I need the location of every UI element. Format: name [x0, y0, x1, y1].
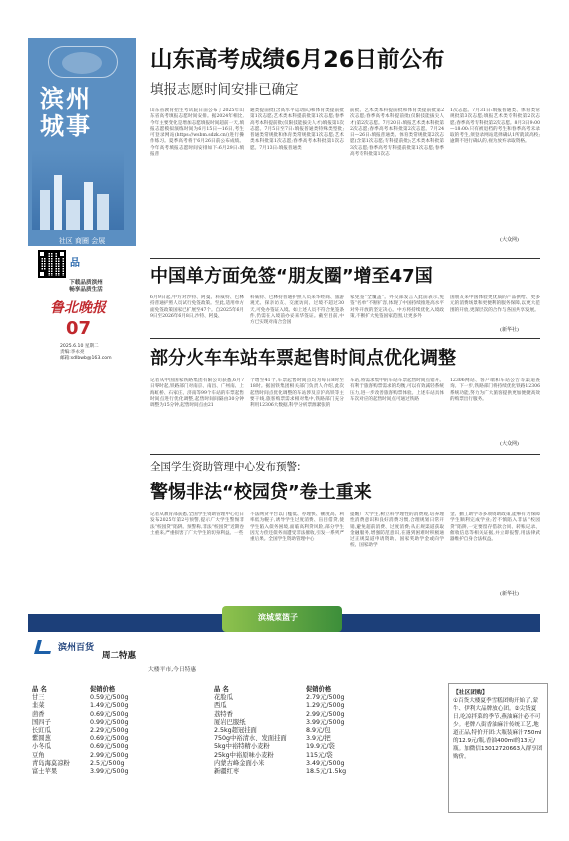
header-name: 品 名: [214, 686, 229, 693]
item-name: 内蒙古峰金面小米: [214, 759, 265, 767]
list-item: [214, 752, 346, 760]
item-name: 国四子: [32, 718, 51, 726]
cityscape-graphic: [62, 52, 102, 74]
list-item: [32, 727, 128, 735]
header-name: 品 名: [32, 686, 47, 693]
issue-info: [60, 344, 140, 363]
item-name: 紫圆葱: [32, 735, 51, 743]
list-item: [214, 743, 346, 751]
item-name: 西瓜: [214, 702, 227, 710]
header-price: 促销价格: [90, 686, 116, 693]
item-name: 甘三: [32, 694, 45, 702]
page-number: 07: [66, 318, 92, 339]
list-item: [214, 702, 346, 710]
item-price: 2.99元/500g: [90, 751, 129, 759]
item-name: 750g中裕清水、发面挂面: [214, 735, 287, 743]
skyline-graphic: [32, 150, 124, 230]
item-name: 豆角: [32, 751, 45, 759]
article2-col2: 科威特、巴林持普通护照人员来华经商、旅游观光、探亲访友、交流访问、过境不超过30天,可免办签证入境。如上述人员不符合免签条件,仍需在入境前办妥来华签证。截至目前,中方已实现对南合会国: [250, 295, 344, 326]
item-name: 厦岩巴服纸: [214, 718, 246, 726]
article4-col4: 金、勤工助学等多项资助政策,能够有力保障学生顺利完成学业;若不慎陷入非法“校园贷”陷阱,一定要留存借款合同、转账记录、催收信息等相关证据,并立即报警,用法律武器维护自身合法权益。: [450, 512, 540, 543]
notice-body: ①百货大楼夏季雪糕团购开始了,蒙牛、伊利大品牌放心团。②尖货夏日,吃凉拌菜的季节,燕油麻汁必不可少。老牌八街香油麻汁传统工艺,地道正品,特价开团:大瓶装麻汁750ml的12.9元/瓶,香油400ml的13元/瓶。加微信13012720663入群享团购价。: [453, 698, 543, 760]
item-name: 2.5kg超冠挂面: [214, 727, 257, 735]
article1-subheadline: 填报志愿时间安排已确定: [150, 82, 299, 98]
column-name-line1: 滨州: [40, 85, 92, 113]
qr-caption: [36, 280, 136, 294]
item-price: 0.69元/500g: [90, 735, 129, 743]
item-price: 115元/袋: [306, 751, 333, 759]
article1-col2: 通类提前批(含高水平运动队)和体育类提前批第1次志愿;艺术类本科提前批第1次志愿;春季高考本科提前批(仅限技能拔尖人才)填报第1次志愿。7月5日至7日:填报普通类特殊类型批;普通类常规批和体育类常规批第1次志愿;艺术类本科批第1次志愿;春季高考本科批第1次志愿。7月13日:填报普通类: [250, 108, 344, 151]
item-name: 新疆红枣: [214, 768, 240, 776]
item-price: 0.99元/500g: [90, 718, 129, 726]
list-item: [32, 768, 128, 776]
article4-source: (新华社): [500, 591, 519, 597]
item-price: 2.99元/500g: [306, 710, 345, 718]
divider: [150, 258, 540, 259]
article4-col2: 不法网贷平台以门槛低、办理快、额度高、利率低为幌子,诱导学生过度消费、盲目借贷,使学生陷入债务困境,面临高利贷风险,部分学生因无力偿还债务而遭受非法催收,引发一系列严重后果。全国学生资助管理中心: [250, 512, 344, 543]
editor-credit: 责编:李永亮: [60, 350, 85, 356]
promo-title: 周二特惠: [102, 651, 137, 661]
promo-band-label: 滨城菜篮子: [258, 613, 298, 622]
item-price: 19.9元/袋: [306, 743, 335, 751]
item-price: 2.5元/500g: [90, 759, 125, 767]
list-item: [32, 719, 128, 727]
list-item: [214, 727, 346, 735]
group-buy-notice: [448, 683, 548, 813]
article2-col4: 国朋友来中国体验更优质的产品供给、更多元的消费场景和更便利的服务保障,以更大范围的开放,更深层次的合作与各国共享发展。: [450, 295, 540, 313]
article3-col4: 12306网站、客户端和车站公告等渠道查询。下一步,铁路部门将持续优化铁路12306系统功能,努力为广大旅客提供更加便捷高效的购票出行服务。: [450, 378, 540, 402]
article4-col3: 提醒广大学生,树立科学理性的消费观,培养理性消费意识和良好消费习惯,合理规划日常开销,避免超前消费、过度消费;从正规渠道获取金融服务,增强防范意识,在遇到困难时积极通过正规渠道申请资助、国家奖助学金或向学校、国家助学: [350, 512, 444, 549]
list-item: [214, 711, 346, 719]
article1-headline: 山东高考成绩6月26日前公布: [150, 47, 445, 73]
article1-col1: 山东省教育招生考试院日前公布了2025年山东省高考填报志愿时间安排。据2024年相比,今年主要变化是增加志愿填报时间超前一天,填报志愿模拟演练时间为6月15日—16日,考生可登录网站(https://wsbm.sdzk.cn/)进行操作练习。夏季高考将于6月26日前公布成绩。今年高考填报志愿时间安排如下:6月29日:填报普: [150, 108, 244, 158]
item-price: 3.9元/把: [306, 735, 331, 743]
column-name: [40, 86, 130, 140]
article2-headline: 中国单方面免签“朋友圈”增至47国: [150, 266, 433, 287]
list-item: [32, 743, 128, 751]
list-item: [32, 711, 128, 719]
article3-source: (大众网): [500, 441, 519, 447]
article4-headline: 警惕非法“校园贷”卷土重来: [150, 482, 372, 503]
notice-title: 【社区团购】: [453, 690, 488, 696]
item-price: 3.49元/500g: [306, 759, 345, 767]
table-header: [214, 686, 346, 694]
article3-headline: 部分火车车站车票起售时间点优化调整: [150, 348, 456, 369]
table-header: [32, 686, 128, 694]
list-item: [214, 768, 346, 776]
sidebar-subtitle: 社区 商圈 会展: [32, 236, 132, 246]
price-list-middle: [214, 686, 346, 776]
item-price: 1.29元/500g: [306, 702, 345, 710]
store-logo-icon: [34, 640, 54, 654]
store-name: 滨州百货: [58, 643, 95, 653]
item-price: 2.79元/500g: [306, 694, 345, 702]
qr-caption-line1: 下载品质滨州: [69, 280, 103, 286]
item-name: 茴香: [32, 710, 45, 718]
item-name: 小冬瓜: [32, 743, 51, 751]
item-price: 0.59元/500g: [90, 694, 129, 702]
newspaper-logo: 鲁北晚报: [50, 300, 106, 316]
article1-col3: 前批、艺术类本科提前批和体育类提前批第2次志愿;春季高考本科提前批(仅限技能拔尖人才)第2次志愿。7月20日:填报艺术类本科批第2次志愿;春季高考本科批第2次志愿。7月24日—26日:填报普通类、体育类常规批第2次志愿(含第1次志愿;专科提前批);艺术类本科批第3次志愿;春季高考专科提前批第1次志愿;春季高考专科批第1次志: [350, 108, 444, 158]
item-price: 2.29元/500g: [90, 727, 129, 735]
article1-col4: 1次志愿。7月31日:填报普通类、体育类常规批第3次志愿;填报艺术类专科批第2次志愿;春季高考专科批第2次志愿。8月3日9:00—18:00:只有被退档的考生和春季高考未录取的考生,须登录网站选择确认1所就读高校;逾期不进行确认的,视为放弃录取资格。: [450, 108, 540, 145]
item-price: 8.9元/包: [306, 727, 331, 735]
header-price: 促销价格: [306, 686, 332, 693]
list-item: [32, 752, 128, 760]
list-item: [32, 702, 128, 710]
item-price: 3.99元/500g: [90, 768, 129, 776]
item-name: 韭菜: [32, 702, 45, 710]
item-name: 长豇瓜: [32, 727, 51, 735]
article4-col1: 记者从教育部获悉,全国学生资助管理中心近日发布2025年第2号预警,提示广大学生警惕非法“校园贷”陷阱。预警称,非法“校园贷”近期卷土重来,严重损害了广大学生的切身利益。一些: [150, 512, 244, 536]
item-name: 富士苹果: [32, 768, 58, 776]
divider: [150, 454, 540, 455]
app-logo-icon: 品: [70, 258, 80, 269]
column-name-line2: 城事: [40, 112, 92, 140]
article4-kicker: 全国学生资助管理中心发布预警:: [150, 461, 301, 473]
divider: [150, 338, 540, 339]
article1-source: (大众网): [500, 237, 519, 243]
article2-col3: 家免签“全覆盖”。外交部发言人此前表示,免签“名单”不断扩容,体现了中国持续推进高水平对外开放的坚定决心。中方将持续优化入境政策,不断扩大免签国家范围,让更多外: [350, 295, 444, 319]
item-price: 1.49元/500g: [90, 702, 129, 710]
item-name: 花脸瓜: [214, 694, 233, 702]
item-price: 0.69元/500g: [90, 710, 129, 718]
article2-col1: 6月9日起,中方对沙特、阿曼、科威特、巴林持普通护照人员试行免签政策。至此,适用单方面免签政策国家已扩展至47个。自2025年6月9日至2026年6月8日,沙特、阿曼、: [150, 295, 244, 319]
item-name: 荔特香: [214, 710, 233, 718]
item-price: 3.99元/500g: [306, 718, 345, 726]
item-name: 25kg中裕原味小麦粉: [214, 751, 274, 759]
qr-code-icon: [38, 250, 66, 278]
article3-col2: 个增至41个,车票起售时间点均为每日8时至18时。据国铁集团相关部门负责人介绍,此次起售时间点优化调整的车站涉及京沪高铁等主要干线,旅客购票需求相对集中,铁路部门充分利用12306大数据,科学分析票源紧张的: [250, 378, 344, 409]
price-list-left: [32, 686, 128, 776]
item-price: 0.69元/500g: [90, 743, 129, 751]
promo-location: 大楼平市,今日特惠: [148, 667, 197, 673]
article3-col3: 车站,将需求集中的车站车票起售时间点错开。有利于旅客购票需求的均衡,可以有效减轻系统压力,进一步改善旅客购票体验。上述车站具体车次对应的起售时间点可通过铁路: [350, 378, 444, 402]
article2-source: (新华社): [500, 327, 519, 333]
list-item: [32, 760, 128, 768]
issue-date: 2025.6.10 星期二: [60, 344, 99, 349]
item-name: 5kg中裕特精小麦粉: [214, 743, 270, 751]
item-price: 18.5元/1.5kg: [306, 768, 347, 776]
list-item: [214, 760, 346, 768]
qr-caption-line2: 畅享品质生活: [69, 287, 103, 293]
article3-col1: 记者从中国国家铁路集团有限公司获悉,6月7日零时起,铁路部门对南京、南昌、广州南、上海虹桥、石家庄、济南等99个车站的车票起售时间点进行优化调整,起售时间间隔由30分钟调整为15分钟,起售时间点由21: [150, 378, 244, 409]
item-name: 青岛海莫凉粉: [32, 759, 70, 767]
editor-email: 邮箱:sdlbwb@163.com: [60, 356, 112, 362]
list-item: [214, 719, 346, 727]
